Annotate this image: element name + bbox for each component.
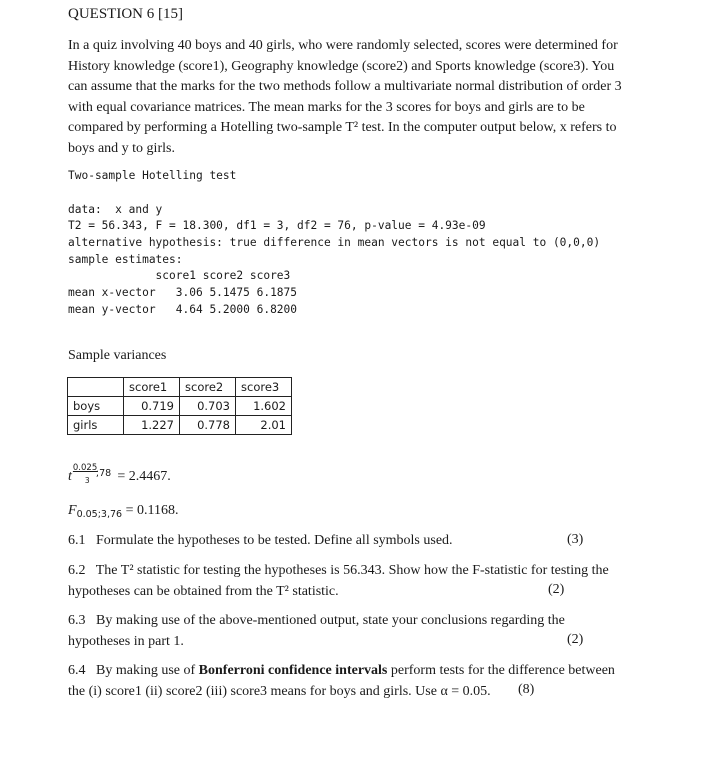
row-label: boys bbox=[68, 397, 124, 416]
table-cell: 1.227 bbox=[124, 416, 180, 435]
part-text: Formulate the hypotheses to be tested. Define all symbols used. bbox=[96, 533, 453, 548]
output-y-line: mean y-vector 4.64 5.2000 6.8200 bbox=[68, 303, 298, 316]
t-sub-df: ;78 bbox=[95, 468, 112, 479]
part-marks: (2) bbox=[567, 632, 584, 647]
output-header-line: score1 score2 score3 bbox=[68, 269, 291, 282]
part-number: 6.2 bbox=[68, 563, 86, 578]
row-label: girls bbox=[68, 416, 124, 435]
t-critical-value bbox=[68, 463, 171, 485]
part-text: The T² statistic for testing the hypotheses is 56.343. Show how the F-statistic for testing the hypotheses can be obtained from the T² statistic. bbox=[68, 563, 609, 599]
table-cell: 0.778 bbox=[180, 416, 236, 435]
t-sub-top: 0.025 bbox=[72, 463, 98, 473]
question-intro: In a quiz involving 40 boys and 40 girls, who were randomly selected, scores were determined for History knowledge (score1), Geography knowledge (score2) and Sports knowledge (score3). You can assume that the marks for the two methods follow a multivariate normal distribution of order 3 with equal covariance matrices. The mean marks for the 3 scores for boys and girls are to be compared by performing a Hotelling two-sample T² test. In the computer output below, x refers to boys and y to girls. bbox=[68, 38, 622, 156]
part-6-2 bbox=[68, 561, 628, 602]
output-data-line: data: x and y bbox=[68, 203, 163, 216]
part-text: By making use of the above-mentioned output, state your conclusions regarding the hypotheses in part 1. bbox=[68, 613, 565, 649]
output-stats-line: T2 = 56.343, F = 18.300, df1 = 3, df2 = 76, p-value = 4.93e-09 bbox=[68, 219, 486, 232]
f-value: = 0.1168. bbox=[125, 503, 179, 518]
part-text: By making use of bbox=[96, 663, 199, 678]
part-number: 6.3 bbox=[68, 613, 86, 628]
f-sub: 0.05;3,76 bbox=[76, 509, 123, 520]
variances-title: Sample variances bbox=[68, 348, 167, 363]
output-alt-line: alternative hypothesis: true difference in mean vectors is not equal to (0,0,0) bbox=[68, 236, 601, 249]
f-symbol: F bbox=[68, 503, 77, 518]
table-cell: 2.01 bbox=[236, 416, 292, 435]
part-number: 6.1 bbox=[68, 533, 86, 548]
part-marks: (2) bbox=[548, 582, 565, 597]
table-cell: 1.602 bbox=[236, 397, 292, 416]
table-row bbox=[68, 416, 292, 435]
table-header-cell bbox=[68, 378, 124, 397]
table-cell: 0.719 bbox=[124, 397, 180, 416]
variances-table bbox=[67, 377, 292, 435]
table-header-cell: score1 bbox=[124, 378, 180, 397]
table-cell: 0.703 bbox=[180, 397, 236, 416]
table-header-cell: score2 bbox=[180, 378, 236, 397]
output-heading: Two-sample Hotelling test bbox=[68, 169, 237, 182]
part-6-3 bbox=[68, 611, 628, 652]
t-sub-bottom: 3 bbox=[84, 476, 90, 485]
part-text-bold: Bonferroni confidence intervals bbox=[198, 663, 388, 678]
f-critical-value bbox=[68, 503, 178, 519]
part-6-4 bbox=[68, 661, 628, 702]
table-header-row bbox=[68, 378, 292, 397]
output-estimates-line: sample estimates: bbox=[68, 253, 183, 266]
question-title: QUESTION 6 [15] bbox=[68, 6, 183, 22]
part-number: 6.4 bbox=[68, 663, 86, 678]
t-value: = 2.4467. bbox=[117, 469, 171, 484]
part-text: perform tests for the difference between the (i) score1 (ii) score2 (iii) score3 means for boys and girls. Use α = 0.05. bbox=[68, 663, 615, 699]
part-6-1 bbox=[68, 531, 628, 552]
part-marks: (3) bbox=[567, 532, 584, 547]
table-row bbox=[68, 397, 292, 416]
table-header-cell: score3 bbox=[236, 378, 292, 397]
t-symbol: t bbox=[68, 469, 72, 484]
part-marks: (8) bbox=[518, 682, 535, 697]
output-x-line: mean x-vector 3.06 5.1475 6.1875 bbox=[68, 286, 298, 299]
